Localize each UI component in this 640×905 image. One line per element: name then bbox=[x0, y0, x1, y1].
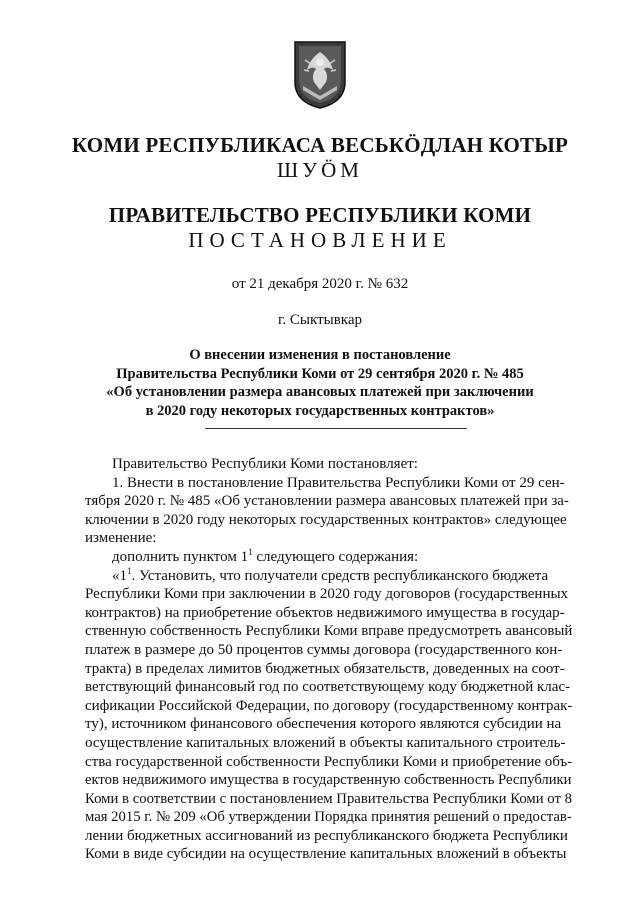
body-line: ектов недвижимого имущества в государственную собственность Республики bbox=[85, 772, 572, 789]
body-line: осуществление капитальных вложений в объекты капитального строитель- bbox=[85, 734, 566, 751]
header-government-line2: ПОСТАНОВЛЕНИЕ bbox=[188, 228, 452, 252]
header-government-line1: ПРАВИТЕЛЬСТВО РЕСПУБЛИКИ КОМИ bbox=[108, 203, 532, 227]
body-text-fragment: . Установить, что получатели средств республиканского бюджета bbox=[131, 567, 549, 584]
document-title bbox=[0, 346, 640, 420]
body-line: контрактов) на приобретение объектов недвижимого имущества в государ- bbox=[85, 604, 565, 621]
body-line: Правительство Республики Коми постановляет: bbox=[112, 456, 418, 472]
body-line: Коми в виде субсидии на осуществление капитальных вложений в объекты bbox=[85, 846, 567, 863]
body-line bbox=[85, 567, 572, 586]
body-line: тября 2020 г. № 485 «Об установлении размера авансовых платежей при за- bbox=[85, 493, 569, 510]
header-komi-line2: ШУӦМ bbox=[277, 158, 363, 182]
title-line: Правительства Республики Коми от 29 сентября 2020 г. № 485 bbox=[116, 365, 524, 382]
body-line: ту), источником финансового обеспечения которого являются субсидии на bbox=[85, 716, 562, 733]
body-line: мая 2015 г. № 209 «Об утверждении Порядка принятия решений о предостав- bbox=[85, 809, 572, 826]
title-line: в 2020 году некоторых государственных контрактов» bbox=[145, 402, 495, 419]
body-line: сификации Российской Федерации, по договору (государственному контрак- bbox=[85, 697, 573, 714]
body-line: ственную собственность Республики Коми вправе предусмотреть авансовый bbox=[85, 623, 573, 640]
body-line: лении бюджетных ассигнований из республиканского бюджета Республики bbox=[85, 827, 568, 844]
body-line: Республики Коми при заключении в 2020 году договоров (государственных bbox=[85, 586, 569, 603]
body-line: ветствующий финансовый год по соответствующему коду бюджетной клас- bbox=[85, 679, 571, 696]
title-line: «Об установлении размера авансовых платежей при заключении bbox=[106, 384, 534, 400]
body-line: 1. Внести в постановление Правительства Республики Коми от 29 сен- bbox=[112, 474, 565, 491]
document-date: от 21 декабря 2020 г. № 632 bbox=[231, 276, 409, 292]
body-line: Коми в соответствии с постановлением Правительства Республики Коми от 8 bbox=[85, 790, 572, 807]
superscript: 1 bbox=[127, 565, 132, 576]
document-body bbox=[85, 455, 572, 864]
body-text-fragment: дополнить пунктом 1 bbox=[112, 548, 249, 565]
body-text-fragment: следующего содержания: bbox=[252, 548, 419, 565]
body-text-fragment: «1 bbox=[112, 567, 127, 584]
document-city: г. Сыктывкар bbox=[277, 312, 363, 328]
body-line: ключении в 2020 году некоторых государственных контрактов» следующее bbox=[85, 511, 567, 528]
body-line: платеж в размере до 50 процентов суммы договора (государственного кон- bbox=[85, 641, 563, 658]
title-divider bbox=[205, 428, 467, 429]
body-line: ства государственной собственности Республики Коми и приобретение объ- bbox=[85, 753, 573, 770]
header-komi-line1: КОМИ РЕСПУБЛИКАСА ВЕСЬКӦДЛАН КОТЫР bbox=[71, 133, 569, 157]
superscript: 1 bbox=[248, 546, 253, 557]
body-line bbox=[85, 548, 572, 567]
title-line: О внесении изменения в постановление bbox=[189, 347, 451, 363]
body-line: изменение: bbox=[85, 530, 157, 547]
body-line: тракта) в пределах лимитов бюджетных обязательств, доведенных на соот- bbox=[85, 660, 565, 677]
coat-of-arms-emblem bbox=[293, 40, 347, 110]
